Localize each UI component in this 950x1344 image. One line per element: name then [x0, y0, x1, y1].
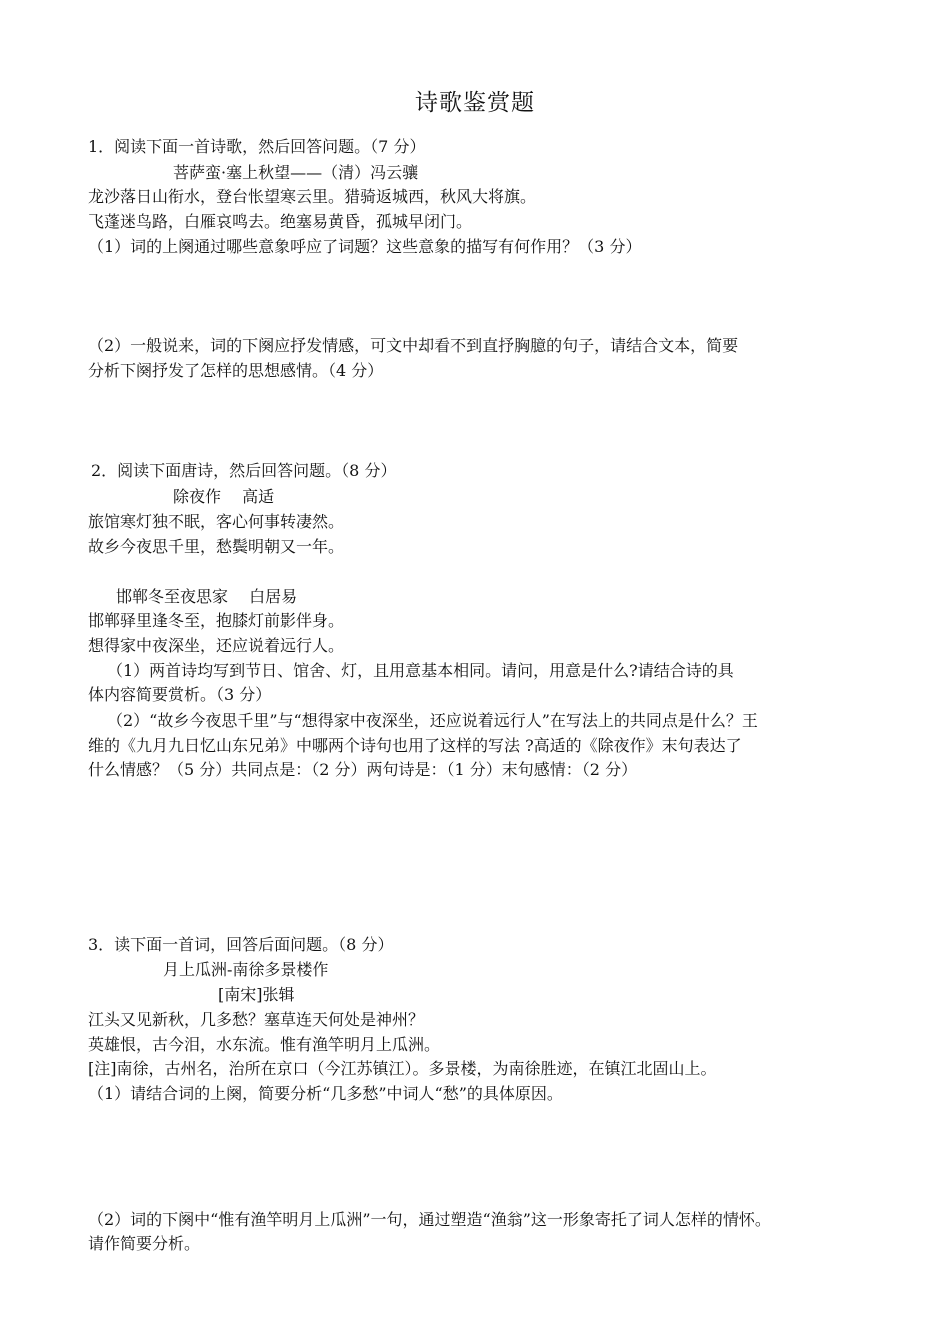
q2-poem-b-line: 想得家中夜深坐，还应说着远行人。: [88, 636, 345, 655]
q3-poem-author: [南宋]张辑: [218, 985, 295, 1004]
q1-poem-line: 龙沙落日山衔水，登台怅望寒云里。猎骑返城西，秋风大将旗。: [88, 187, 537, 206]
page-title: 诗歌鉴赏题: [415, 90, 535, 116]
q1-subquestion-2-cont: 分析下阕抒发了怎样的思想感情。（4 分）: [88, 361, 384, 380]
q1-subquestion-2: （2）一般说来，词的下阕应抒发情感，可文中却看不到直抒胸臆的句子，请结合文本，简要: [88, 336, 739, 355]
q2-poem-b-title: 邯郸冬至夜思家 白居易: [116, 587, 298, 606]
q3-annotation: [注]南徐，古州名，治所在京口（今江苏镇江）。多景楼，为南徐胜迹，在镇江北固山上。: [88, 1059, 717, 1078]
q2-poem-b-line: 邯郸驿里逢冬至，抱膝灯前影伴身。: [88, 611, 345, 630]
q3-poem-title: 月上瓜洲-南徐多景楼作: [163, 960, 329, 979]
q1-poem-title: 菩萨蛮·塞上秋望——（清）冯云骧: [173, 163, 419, 182]
q3-stem: 3．读下面一首词，回答后面问题。（8 分）: [88, 935, 394, 954]
q2-subquestion-2: （2）“故乡今夜思千里”与“想得家中夜深坐，还应说着远行人”在写法上的共同点是什么？王: [107, 711, 758, 730]
q2-poem-a-line: 旅馆寒灯独不眠，客心何事转凄然。: [88, 512, 345, 531]
q1-poem-line: 飞蓬迷鸟路，白雁哀鸣去。绝塞易黄昏，孤城早闭门。: [88, 212, 473, 231]
q3-subquestion-2-cont: 请作简要分析。: [88, 1234, 201, 1253]
q1-subquestion-1: （1）词的上阕通过哪些意象呼应了词题？这些意象的描写有何作用？（3 分）: [88, 237, 642, 256]
q2-subquestion-2-cont: 什么情感？（5 分）共同点是：（2 分）两句诗是：（1 分）末句感情：（2 分）: [88, 760, 638, 779]
q3-poem-line: 英雄恨，古今泪，水东流。惟有渔竿明月上瓜洲。: [88, 1035, 441, 1054]
q2-subquestion-1-cont: 体内容简要赏析。（3 分）: [88, 685, 272, 704]
q3-subquestion-2: （2）词的下阕中“惟有渔竿明月上瓜洲”一句，通过塑造“渔翁”这一形象寄托了词人怎样的情怀。: [88, 1210, 771, 1229]
q1-stem: 1．阅读下面一首诗歌，然后回答问题。（7 分）: [88, 137, 426, 156]
q3-poem-line: 江头又见新秋，几多愁？塞草连天何处是神州？: [88, 1010, 425, 1029]
q2-stem: 2．阅读下面唐诗，然后回答问题。（8 分）: [91, 461, 397, 480]
q2-subquestion-1: （1）两首诗均写到节日、馆舍、灯，且用意基本相同。请问，用意是什么?请结合诗的具: [107, 661, 734, 680]
q2-subquestion-2-cont: 维的《九月九日忆山东兄弟》中哪两个诗句也用了这样的写法 ?高适的《除夜作》末句表达了: [88, 736, 742, 755]
q2-poem-a-title: 除夜作 高适: [173, 487, 275, 506]
q2-poem-a-line: 故乡今夜思千里，愁鬓明朝又一年。: [88, 537, 345, 556]
q3-subquestion-1: （1）请结合词的上阕，简要分析“几多愁”中词人“愁”的具体原因。: [88, 1084, 563, 1103]
